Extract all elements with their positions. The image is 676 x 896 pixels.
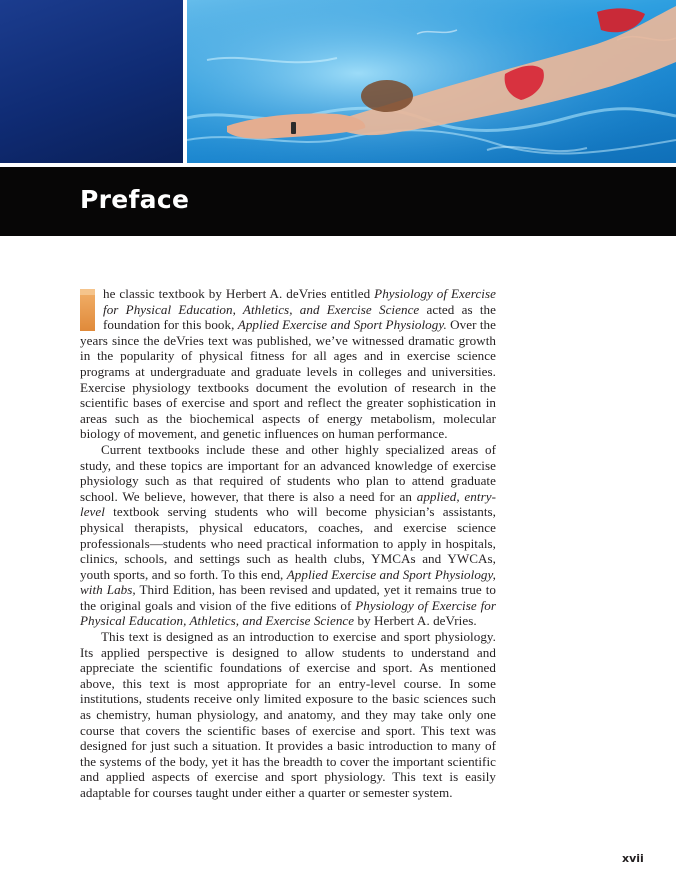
paragraph-1 [80, 286, 496, 442]
swimmer-illustration [187, 0, 676, 163]
paragraph-3 [80, 629, 496, 801]
text-run: Third Edition, has been revised and updated, yet it remains true to the original goals and vision of the five editions of [80, 582, 497, 613]
italic-title: Applied Exercise and Sport Physiology, with Labs, [80, 566, 496, 598]
swimmer-photo [187, 0, 676, 163]
italic-title: Applied Exercise and Sport Physiology. [237, 317, 447, 333]
chapter-header [0, 0, 676, 236]
text-run: Current textbooks include these and other highly specialized areas of study, and these topics are important for an advanced knowledge of exercise physiology such as that required of students who plan to attend graduate school. We believe, however, that there is also a need for an [80, 441, 496, 504]
text-run: Over the years since the deVries text was published, we’ve witnessed dramatic growth in the popularity of physical fitness for all ages and in exercise science programs at undergraduate and graduate levels in colleges and universities. Exercise physiology textbooks document the evolution of research in the scientific bases of exercise and sport and reflect the greater sophistication in areas such as the biochemical aspects of energy metabolism, molecular biology of movement, and genetic influences on human performance. [80, 317, 497, 442]
text-run: textbook serving students who will become physician’s assistants, physical therapists, physical educators, coaches, and exercise science professionals—students who need practical information to apply in hospitals, clinics, schools, and settings such as health clubs, YMCAs and YWCAs, youth sports, and so forth. To this end, [80, 504, 496, 582]
preface-body [80, 286, 496, 801]
text-run: he classic textbook by Herbert A. deVries entitled [103, 286, 375, 301]
text-run: acted as the foundation for this book, [103, 301, 496, 333]
text-run: by Herbert A. deVries. [354, 613, 477, 629]
title-bar [0, 167, 676, 236]
paragraph-2 [80, 442, 496, 629]
page-title: Preface [80, 185, 190, 214]
italic-title: Physiology of Exercise for Physical Education, Athletics, and Exercise Science [103, 286, 496, 317]
drop-cap [80, 289, 95, 331]
page-number: xvii [622, 852, 644, 865]
italic-title: Physiology of Exercise for Physical Education, Athletics, and Exercise Science [80, 597, 496, 629]
text-run: This text is designed as an introduction to exercise and sport physiology. Its applied perspective is designed to allow students to understand and appreciate the scientific foundations of exercise and sport. As mentioned above, this text is most appropriate for an entry-level course. In some institutions, students receive only limited exposure to the basic sciences such as chemistry, human physiology, and anatomy, and they may take only one course that covers the scientific bases of exercise and sport. This text was designed for just such a situation. It provides a basic introduction to many of the systems of the body, yet it has the breadth to cover the important scientific and applied aspects of exercise and sport physiology. This text is easily adaptable for courses taught under either a quarter or semester system. [80, 629, 496, 800]
blue-color-block [0, 0, 183, 163]
italic-title: applied, entry-level [80, 488, 496, 520]
paragraph-1-text [80, 286, 496, 441]
